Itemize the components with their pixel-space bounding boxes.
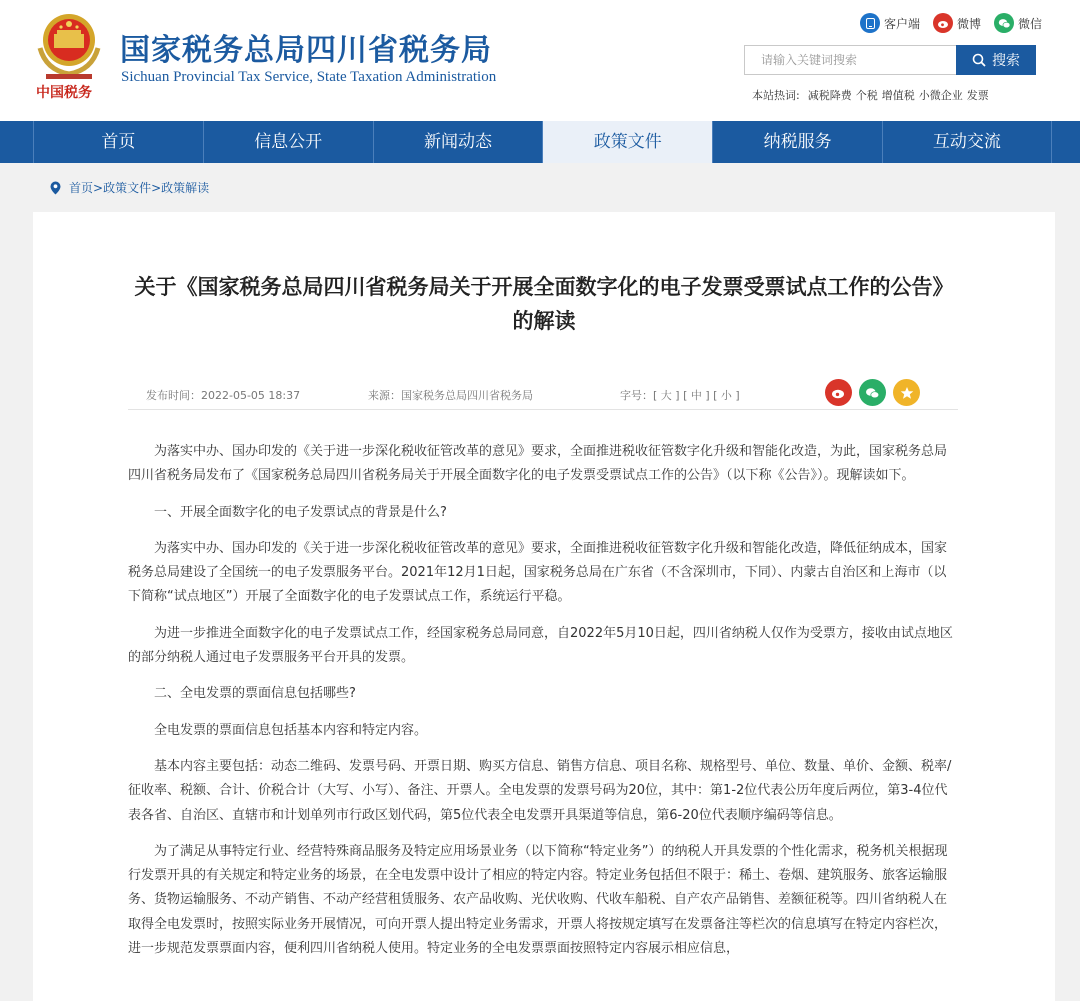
client-link-label: 客户端	[884, 16, 921, 31]
weibo-link[interactable]	[933, 13, 981, 33]
article-body	[128, 440, 956, 973]
article-paragraph: 为落实中办、国办印发的《关于进一步深化税收征管改革的意见》要求，全面推进税收征管数字化升级和智能化改造，降低征纳成本，国家税务总局建设了全国统一的电子发票服务平台。2021年12月1日起，国家税务总局在广东省（不含深圳市，下同）、内蒙古自治区和上海市（以下简称“试点地区”）开展了全面数字化的电子发票试点工作，系统运行平稳。	[128, 540, 948, 605]
breadcrumb-policy-documents[interactable]: 政策文件	[103, 181, 152, 195]
nav-item-policy-documents[interactable]: 政策文件	[542, 121, 712, 163]
wechat-icon	[994, 13, 1014, 33]
hot-word-link[interactable]: 发票	[966, 89, 989, 102]
weibo-icon	[933, 13, 953, 33]
article-paragraph: 全电发票的票面信息包括基本内容和特定内容。	[154, 722, 428, 738]
top-links	[860, 13, 1055, 33]
nav-item-interaction[interactable]: 互动交流	[882, 121, 1052, 163]
site-subtitle: Sichuan Provincial Tax Service, State Taxation Administration	[121, 69, 497, 85]
client-link[interactable]	[860, 13, 920, 33]
mobile-client-icon	[860, 13, 880, 33]
article-paragraph: 基本内容主要包括：动态二维码、发票号码、开票日期、购买方信息、销售方信息、项目名称、规格型号、单位、数量、单价、金额、税率/征收率、税额、合计、价税合计（大写、小写）、备注、开票人。全电发票的发票号码为20位，其中：第1-2位代表公历年度后两位，第3-4位代表各省、自治区、直辖市和计划单列市行政区划代码，第5位代表全电发票开具渠道等信息，第6-20位代表顺序编码等信息。	[128, 758, 952, 823]
hot-word-link[interactable]: 增值税	[881, 89, 915, 102]
site-title[interactable]: 国家税务总局四川省税务局	[120, 33, 492, 68]
article-paragraph: 为进一步推进全面数字化的电子发票试点工作，经国家税务总局同意，自2022年5月10日起，四川省纳税人仅作为受票方，接收由试点地区的部分纳税人通过电子发票服务平台开具的发票。	[128, 625, 953, 666]
breadcrumb-policy-interpretation[interactable]: 政策解读	[161, 181, 210, 195]
hot-word-link[interactable]: 小微企业	[918, 89, 963, 102]
publish-time: 发布时间：2022-05-05 18:37	[146, 389, 301, 402]
nav-item-tax-services[interactable]: 纳税服务	[712, 121, 882, 163]
hot-word-link[interactable]: 个税	[855, 89, 878, 102]
search-button[interactable]	[956, 45, 1036, 75]
site-header	[0, 0, 1080, 121]
wechat-share-icon[interactable]	[859, 379, 886, 406]
wechat-link[interactable]	[994, 13, 1042, 33]
weibo-link-label: 微博	[957, 16, 982, 31]
nav-item-home[interactable]: 首页	[33, 121, 203, 163]
search-button-label: 搜索	[992, 53, 1020, 69]
search-input[interactable]: 请输入关键词搜索	[744, 45, 957, 75]
wechat-link-label: 微信	[1018, 16, 1043, 31]
article-source: 来源：国家税务总局四川省税务局	[368, 389, 533, 402]
breadcrumb-separator: >	[93, 180, 104, 195]
hot-words	[752, 87, 993, 103]
main-nav	[0, 121, 1080, 163]
breadcrumb-separator: >	[151, 180, 162, 195]
weibo-share-icon[interactable]	[825, 379, 852, 406]
font-size-switcher[interactable]: 字号：[ 大 ] [ 中 ] [ 小 ]	[620, 389, 740, 402]
nav-item-info-disclosure[interactable]: 信息公开	[203, 121, 373, 163]
article-meta	[128, 376, 958, 410]
article-panel	[33, 212, 1055, 1001]
article-title: 关于《国家税务总局四川省税务局关于开展全面数字化的电子发票受票试点工作的公告》的解读	[134, 275, 954, 333]
section-heading: 一、开展全面数字化的电子发票试点的背景是什么?	[154, 504, 447, 520]
breadcrumb-home[interactable]: 首页	[69, 181, 94, 195]
search-icon	[972, 53, 986, 67]
nav-item-news[interactable]: 新闻动态	[373, 121, 543, 163]
hot-words-label: 本站热词:	[752, 89, 800, 102]
hot-word-link[interactable]: 减税降费	[807, 89, 852, 102]
article-paragraph: 为落实中办、国办印发的《关于进一步深化税收征管改革的意见》要求，全面推进税收征管数字化升级和智能化改造，为此，国家税务总局四川省税务局发布了《国家税务总局四川省税务局关于开展全面数字化的电子发票受票试点工作的公告》（以下称《公告》）。现解读如下。	[128, 444, 948, 484]
article-paragraph: 为了满足从事特定行业、经营特殊商品服务及特定应用场景业务（以下简称“特定业务”）的纳税人开具发票的个性化需求，税务机关根据现行发票开具的有关规定和特定业务的场景，在全电发票中设计了相应的特定内容。特定业务包括但不限于：稀土、卷烟、建筑服务、旅客运输服务、货物运输服务、不动产销售、不动产经营租赁服务、农产品收购、光伏收购、代收车船税、自产农产品销售、差额征税等。四川省纳税人在取得全电发票时，按照实际业务开展情况，可向开票人提出特定业务需求，开票人将按规定填写在发票备注等栏次的信息填写在特定内容栏次，进一步规范发票票面内容，便利四川省纳税人使用。特定业务的全电发票票面按照特定内容展示相应信息，	[128, 843, 948, 957]
location-pin-icon	[50, 181, 61, 195]
breadcrumb	[50, 179, 209, 196]
section-heading: 二、全电发票的票面信息包括哪些?	[154, 686, 356, 702]
favorite-star-icon[interactable]	[893, 379, 920, 406]
logo-caption: 中国税务	[36, 85, 92, 101]
